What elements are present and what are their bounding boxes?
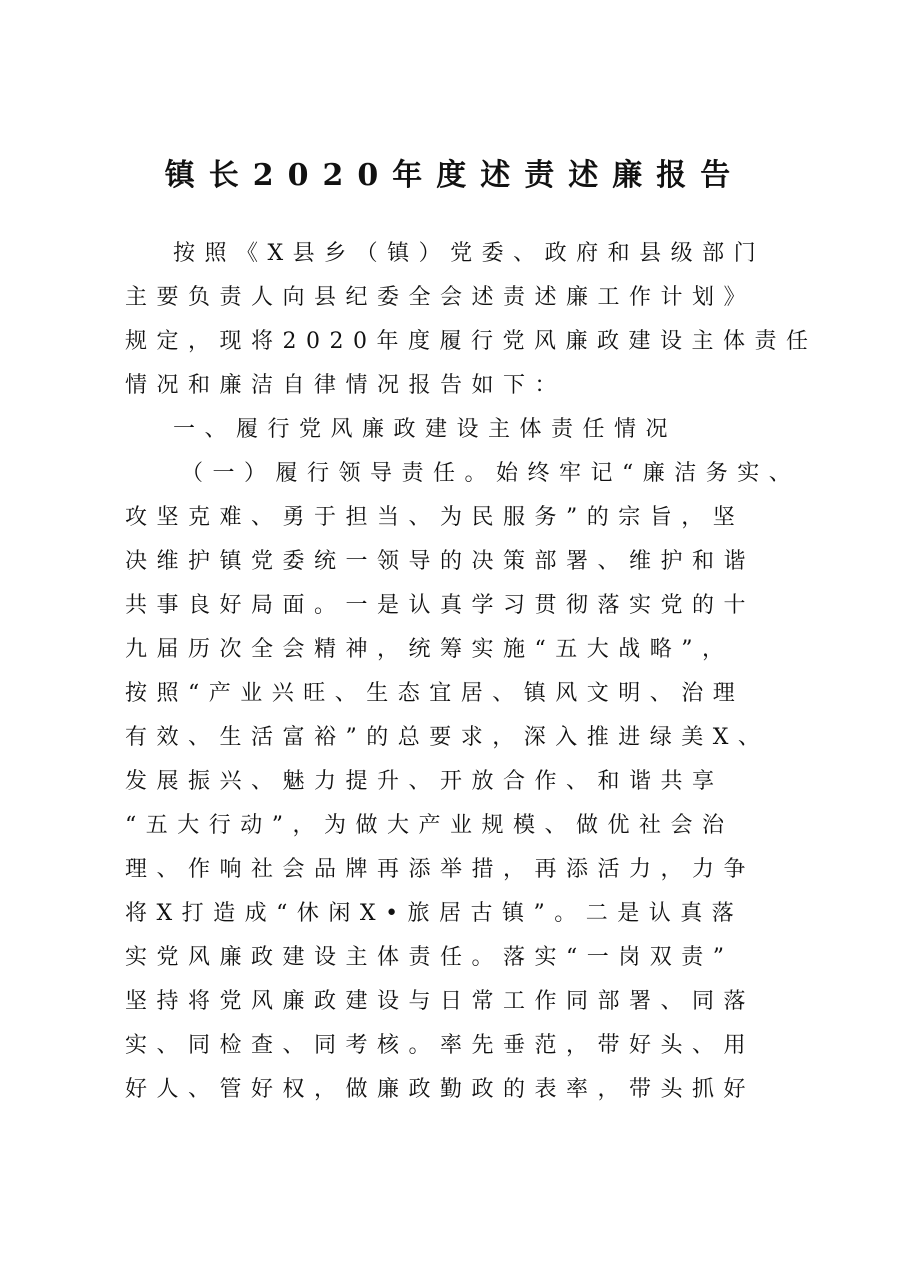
paragraph-line: 规定，现将2020年度履行党风廉政建设主体责任 <box>125 329 818 354</box>
document-title: 镇长2020年度述责述廉报告 <box>164 158 745 193</box>
paragraph-line: 主要负责人向县纪委全会述责述廉工作计划》 <box>125 285 756 310</box>
paragraph-line: 好人、管好权，做廉政勤政的表率，带头抓好 <box>125 1077 756 1102</box>
paragraph-line: （一）履行领导责任。始终牢记“廉洁务实、 <box>181 461 801 486</box>
paragraph-line: 按照《X县乡（镇）党委、政府和县级部门 <box>173 241 766 266</box>
paragraph-line: 攻坚克难、勇于担当、为民服务”的宗旨，坚 <box>125 505 745 530</box>
paragraph-line: 实、同检查、同考核。率先垂范，带好头、用 <box>125 1033 756 1058</box>
paragraph-line: 实党风廉政建设主体责任。落实“一岗双责” <box>125 945 734 970</box>
paragraph-line: 共事良好局面。一是认真学习贯彻落实党的十 <box>125 593 756 618</box>
document-body <box>125 232 825 1112</box>
section-heading: 一、履行党风廉政建设主体责任情况 <box>173 417 678 442</box>
paragraph-line: 九届历次全会精神，统筹实施“五大战略”， <box>125 637 734 662</box>
paragraph-line: 决维护镇党委统一领导的决策部署、维护和谐 <box>125 549 756 574</box>
paragraph-line: 坚持将党风廉政建设与日常工作同部署、同落 <box>125 989 756 1014</box>
paragraph-line: 理、作响社会品牌再添举措，再添活力，力争 <box>125 857 756 882</box>
paragraph-line: 有效、生活富裕”的总要求，深入推进绿美X、 <box>125 725 770 750</box>
paragraph-line: 将X打造成“休闲X•旅居古镇”。二是认真落 <box>125 901 744 926</box>
paragraph-line: 按照“产业兴旺、生态宜居、镇风文明、治理 <box>125 681 745 706</box>
paragraph-line: “五大行动”，为做大产业规模、做优社会治 <box>125 813 734 838</box>
paragraph-line: 情况和廉洁自律情况报告如下： <box>125 373 567 398</box>
paragraph-line: 发展振兴、魅力提升、开放合作、和谐共享 <box>125 769 724 794</box>
